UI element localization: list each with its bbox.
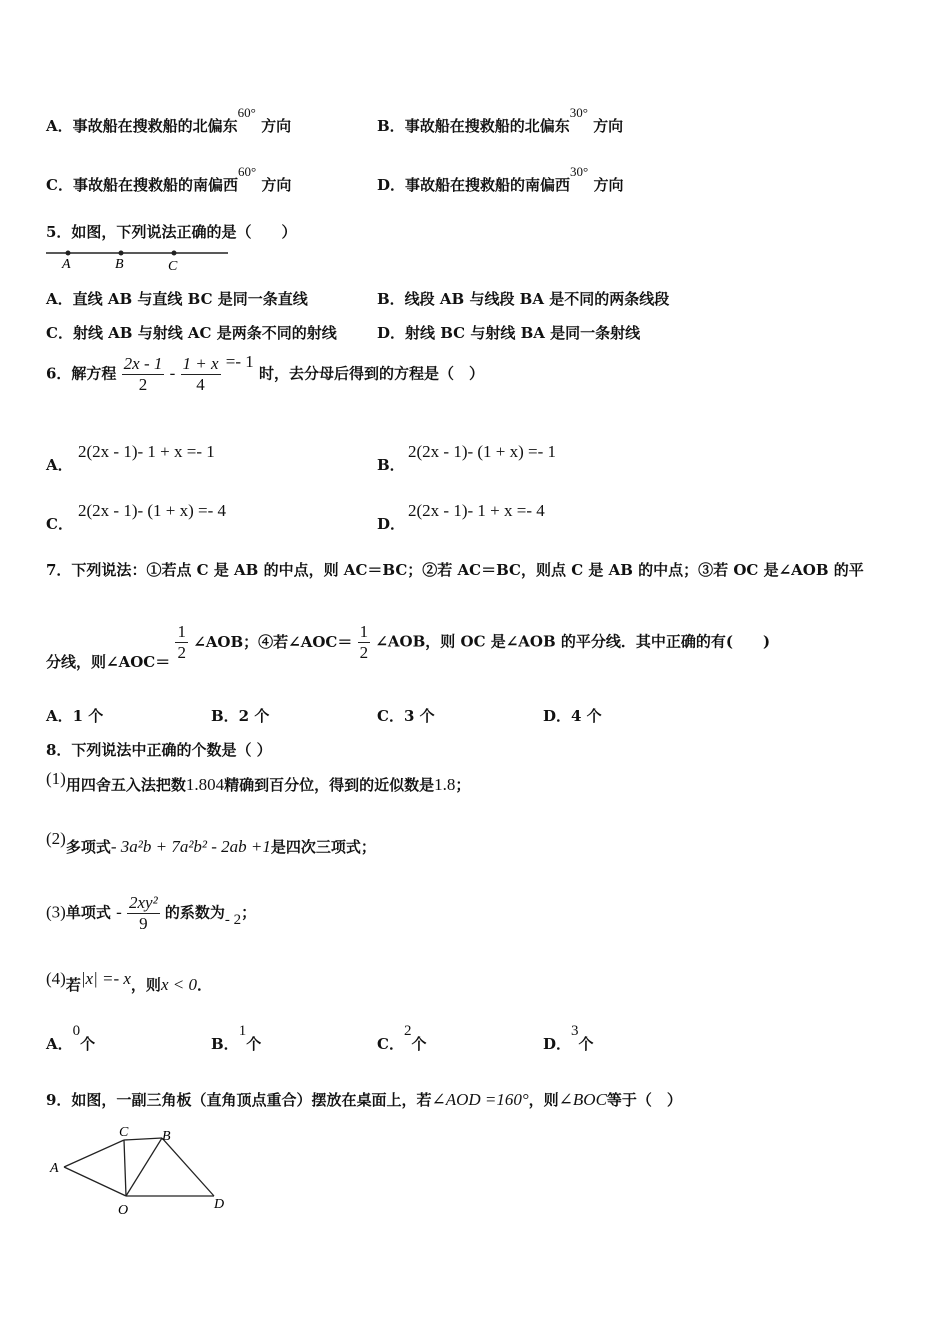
edge-bd — [162, 1138, 214, 1196]
q8-stem: 8．下列说法中正确的个数是（ ） — [46, 741, 272, 759]
q5-stem: 5．如图，下列说法正确的是（ ） — [46, 223, 297, 241]
q4-option-a[interactable]: A．事故船在搜救船的北偏东60° 方向 — [46, 105, 292, 135]
q8-statement-1: (1)用四舍五入法把数1.804精确到百分位，得到的近似数是1.8； — [46, 769, 471, 794]
label-c: C — [168, 259, 178, 274]
q7-stem-line1: 7．下列说法：①若点 C 是 AB 的中点，则 AC＝BC；②若 AC＝BC，则点 C 是 AB 的中点；③若 OC 是∠AOB 的平 — [46, 561, 864, 579]
fraction-half: $\frac{1}{2}$ — [359, 622, 369, 662]
q7-stem-line2: 分线，则∠AOC＝ $\frac{1}{2}$ ∠AOB；④若∠AOC＝ $\frac{1}{2}$ ∠AOB，则 OC 是∠AOB 的平分线．其中正确的有( ) — [46, 622, 771, 671]
q5-option-d[interactable]: D．射线 BC 与射线 BA 是同一条射线 — [377, 324, 641, 342]
label-o: O — [118, 1203, 129, 1218]
q6-option-d-expr[interactable]: 2(2x - 1)- 1 + x =- 4 — [408, 501, 545, 520]
fraction-2: $\frac{1 + x}{4}$ — [182, 354, 219, 394]
q8-option-c[interactable]: C．2个 — [377, 1023, 427, 1053]
q6-option-c-label[interactable]: C． — [46, 515, 73, 533]
edge-bo — [126, 1138, 162, 1196]
degree-value: 30° — [569, 105, 588, 120]
point-b — [119, 251, 124, 256]
fraction-half: $\frac{1}{2}$ — [177, 622, 186, 662]
edge-cb — [124, 1138, 162, 1140]
edge-co — [124, 1140, 126, 1196]
label-b: B — [162, 1129, 171, 1144]
q9-triangle-figure — [44, 1122, 244, 1222]
q5-option-a[interactable]: A．直线 AB 与直线 BC 是同一条直线 — [46, 290, 308, 308]
q6-stem: 6．解方程 $\frac{2x - 1}{2}$ - $\frac{1 + x}{4}$ =- 1 时，去分母后得到的方程是（ ） — [46, 351, 485, 394]
q6-option-c-expr[interactable]: 2(2x - 1)- (1 + x) =- 4 — [78, 501, 227, 520]
q7-option-c[interactable]: C．3 个 — [377, 707, 435, 725]
q8-statement-2: (2)多项式- 3a²b + 7a²b² - 2ab +1是四次三项式； — [46, 829, 376, 856]
label-a: A — [50, 1161, 59, 1176]
q7-option-b[interactable]: B．2 个 — [211, 707, 270, 725]
q7-option-a[interactable]: A．1 个 — [46, 707, 104, 725]
q6-option-a-label[interactable]: A． — [46, 456, 73, 474]
q4-option-c[interactable]: C．事故船在搜救船的南偏西60° 方向 — [46, 164, 292, 194]
q8-option-b[interactable]: B．1个 — [211, 1023, 262, 1053]
q6-option-d-label[interactable]: D． — [377, 515, 406, 533]
q6-option-a-expr[interactable]: 2(2x - 1)- 1 + x =- 1 — [78, 442, 215, 461]
label-b: B — [115, 257, 124, 272]
degree-value: 60° — [237, 164, 257, 179]
edge-ao — [64, 1167, 126, 1196]
label-c: C — [119, 1125, 129, 1140]
q8-option-d[interactable]: D．3个 — [543, 1023, 594, 1053]
fraction-1: $\frac{2x - 1}{2}$ — [123, 354, 163, 394]
q5-line-figure — [44, 246, 234, 274]
degree-value: 30° — [570, 164, 589, 179]
q6-option-b-expr[interactable]: 2(2x - 1)- (1 + x) =- 1 — [408, 442, 557, 461]
q5-option-b[interactable]: B．线段 AB 与线段 BA 是不同的两条线段 — [377, 290, 670, 308]
fraction-monomial: $\frac{\text{2xy²}}{9}$ — [128, 893, 158, 933]
point-a — [66, 251, 71, 256]
q7-option-d[interactable]: D．4 个 — [543, 707, 602, 725]
q9-stem: 9．如图，一副三角板（直角顶点重合）摆放在桌面上，若∠AOD =160°，则∠BOC等于（ ） — [46, 1090, 682, 1109]
label-d: D — [214, 1197, 225, 1212]
point-c — [172, 251, 177, 256]
label-a: A — [62, 257, 71, 272]
edge-ac — [64, 1140, 124, 1167]
q8-statement-4: (4)若|x| =- x，则x < 0． — [46, 969, 212, 994]
degree-value: 60° — [237, 105, 256, 120]
q4-option-d[interactable]: D．事故船在搜救船的南偏西30° 方向 — [377, 164, 624, 194]
q8-option-a[interactable]: A．0个 — [46, 1023, 96, 1053]
q6-option-b-label[interactable]: B． — [377, 456, 405, 474]
q8-statement-3: (3)单项式 - $\frac{\text{2xy²}}{9}$ 的系数为- 2； — [46, 893, 257, 933]
q5-option-c[interactable]: C．射线 AB 与射线 AC 是两条不同的射线 — [46, 324, 337, 342]
q4-option-b[interactable]: B．事故船在搜救船的北偏东30° 方向 — [377, 105, 624, 135]
